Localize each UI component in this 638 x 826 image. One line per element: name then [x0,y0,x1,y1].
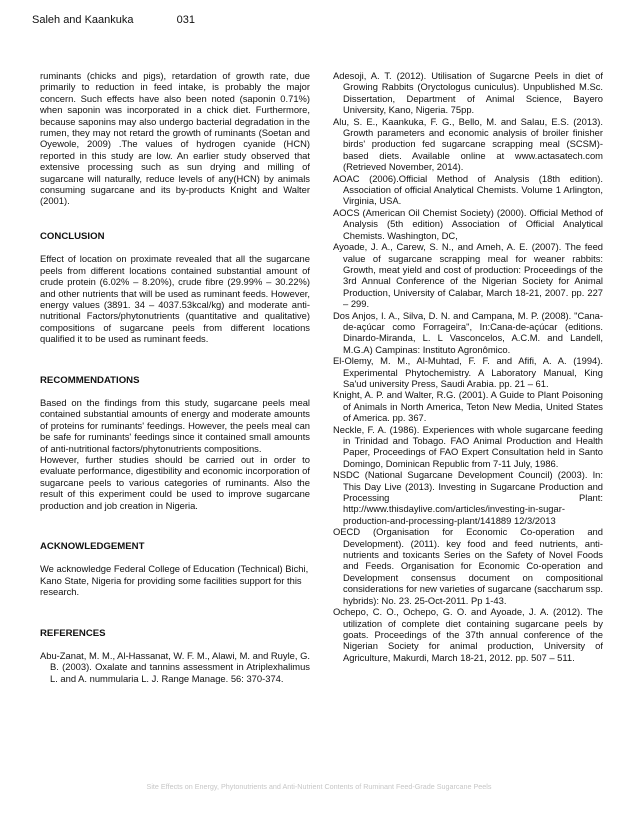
reference-item: El-Olemy, M. M., Al-Muhtad, F. F. and Afifi, A. A. (1994). Experimental Phytochemistry. A Laboratory Manual, King Sa'ud university Press, Saudi Arabia. pp. 21 – 61. [333,355,603,389]
right-column [333,70,603,663]
reference-item: Ayoade, J. A., Carew, S. N., and Ameh, A. E. (2007). The feed value of sugarcane scrapping meal for weaner rabbits: Growth, meat yield and cost of production: Proceedings of the 3rd Annual Conference of the Nigerian Society for Animal Production, University of Calabar, March 18-21, 2007. pp. 227 – 299. [333,241,603,310]
recommendations-text-1: Based on the findings from this study, sugarcane peels meal contained substantial amounts of energy and moderate amounts of proteins for ruminants' feedings. However, the peels meal can be safe for ruminants' feedings since it contained small amounts of anti-nutritional factors/phytonutrients compositions. [40,396,310,454]
page-header [32,14,195,26]
references-heading: REFERENCES [40,627,106,639]
reference-item: Neckle, F. A. (1986). Experiences with whole sugarcane feeding in Trinidad and Tobago. FAO Animal Production and Health Paper, Proceedings of FAO Expert Consultation held in Santo Domingo, Dominican Republic from 7-11 July, 1986. [333,423,603,469]
conclusion-heading: CONCLUSION [40,230,105,242]
header-authors: Saleh and Kaankuka [32,14,134,26]
reference-item: AOAC (2006).Official Method of Analysis (18th edition). Association of official Analytical Chemists. Volume 1 Arlington, Virginia, USA. [333,172,603,207]
acknowledgement-heading: ACKNOWLEDGEMENT [40,541,145,552]
reference-item: Abu-Zanat, M. M., Al-Hassanat, W. F. M., Alawi, M. and Ruyle, G. B. (2003). Oxalate and tannins assessment in Atriplexhalimus L. and A. nummularia L. J. Range Manage. 56: 370-374. [40,650,310,684]
reference-item: OECD (Organisation for Economic Co-operation and Development). (2011). key food and feed nutrients, anti-nutrients and toxicants Series on the Safety of Novel Foods and Feeds. Organisation for Economic Co-operation and Development consensus document on compositional considerations for new varieties of sugarcane (saccharum ssp. hybrids): No. 23. 25-Oct-2011. Pp 1-43. [333,526,603,606]
reference-item: Dos Anjos, I. A., Silva, D. N. and Campana, M. P. (2008). "Cana-de-açúcar como Forrageira", In:Cana-de-açúcar (editions. Dinardo-Miranda, L. L Vasconcelos, A.C.M. and Landell, M.G.A) Campinas: Instituto Agronômico. [333,309,603,355]
intro-paragraph: ruminants (chicks and pigs), retardation of growth rate, due primarily to reduction in feed intake, is probably the major concern. Such effects have also been noted (saponin 0.71%) when saponin was incorporated in a chick diet. Furthermore, because saponins may also undergo bacterial degradation in the rumen, they may not retard the growth of ruminants (Soetan and Oyewole, 2009) .The values of hydrogen cyanide (HCN) reported in this study are low. An earlier study observed that extensive processing such as sun drying and milling of sugarcane will naturally, reduce levels of any(HCN) by animals consuming sugarcane and its by-products Knight and Walter (2001). [40,70,310,207]
reference-item: NSDC (National Sugarcane Development Council) (2003). In: This Day Live (2013). Investing in Sugarcane Production and Processing Plant: http://www.thisdaylive.com/articles/investing-in-sugar-production-and-processing-plant/141889 12/3/2013 [333,469,603,526]
acknowledgement-text: We acknowledge Federal College of Education (Technical) Bichi, Kano State, Nigeria for providing some facilities support for this research. [40,563,309,598]
header-page-number: 031 [176,14,195,26]
conclusion-text: Effect of location on proximate revealed that all the sugarcane peels from different locations contained substantial amount of crude protein (6.02% – 8.20%), crude fibre (29.99% – 30.22%) and other nutrients that will be used as ruminant feeds. However, energy values (3891. 34 – 4037.53kcal/kg) and moderate anti-nutritional Factors/phytonutrients (quantitative and qualitative) compositions of sugarcane peels from different locations qualified it to be used as ruminant feeds. [40,253,310,345]
reference-item: Alu, S. E., Kaankuka, F. G., Bello, M. and Salau, E.S. (2013). Growth parameters and economic analysis of broiler finisher birds' production fed sugarcane scrapping meal (SCSM)-based diets. Available online at www.actasatech.com (Retrieved November, 2014). [333,115,603,173]
recommendations-heading: RECOMMENDATIONS [40,374,140,386]
recommendations-text-2: However, further studies should be carried out in order to evaluate performance, digestibility and economic incorporation of sugarcane peels to various categories of ruminants. Also the result of this experiment could be used to improve sugarcane production and job creation in Nigeria. [40,453,310,511]
reference-item: Knight, A. P. and Walter, R.G. (2001). A Guide to Plant Poisoning of Animals in North America, Teton New Media, United States of America. pp. 367. [333,389,603,424]
reference-item: Adesoji, A. T. (2012). Utilisation of Sugarcne Peels in diet of Growing Rabbits (Oryctologus cuniculus). Unpublished M.Sc. Dissertation, Department of Animal Science, Bayero University, Kano, Nigeria. 75pp. [333,70,603,116]
reference-item: Ochepo, C. O., Ochepo, G. O. and Ayoade, J. A. (2012). The utilization of complete diet containing sugarcane peels by goats. Proceedings of the 37th annual conference of the Nigerian Society for animal production, University of Agriculture, Makurdi, March 18-21, 2012. pp. 507 – 511. [333,606,603,663]
left-column [40,70,310,684]
reference-item: AOCS (American Oil Chemist Society) (2000). Official Method of Analysis (5th edition) Association of Official Analytical Chemists. Washington, DC, [333,206,603,241]
running-footer: Site Effects on Energy, Phytonutrients and Anti-Nutrient Contents of Ruminant Feed-Grade Sugarcane Peels [146,782,492,791]
